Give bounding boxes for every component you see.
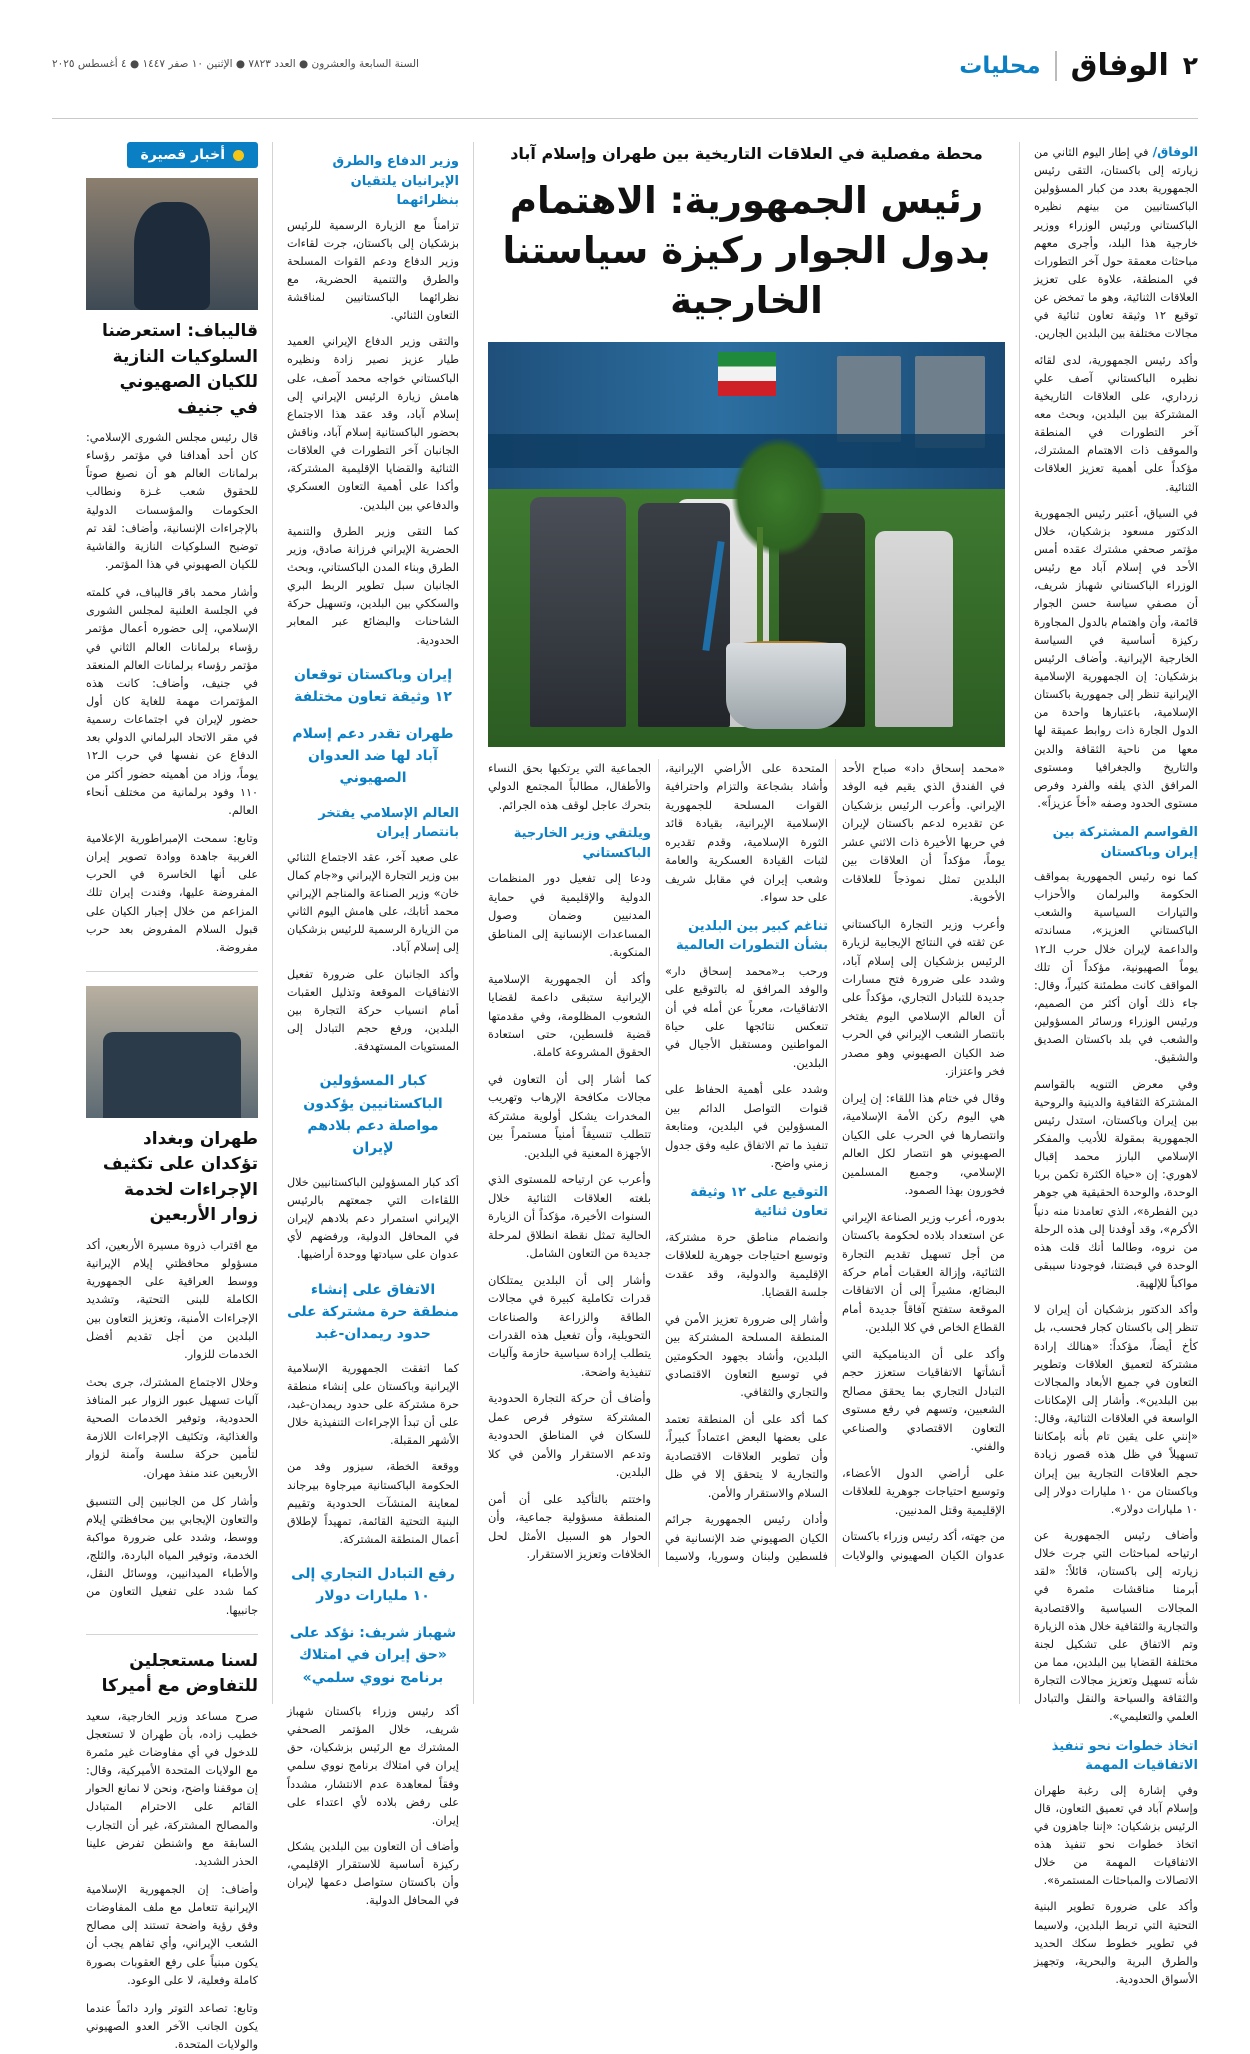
c2-p5: كما أشار إلى أن التعاون في مجالات مكافحة الإرهاب وتهريب المخدرات يشكل أولوية مشتركة تتطلب تنسيقاً أمنياً مستمراً بين الأجهزة المعنية في البلدين.: [488, 1071, 651, 1160]
article-overline: محطة مفصلية في العلاقات التاريخية بين طهران وإسلام آباد: [510, 144, 983, 163]
photo-sapling-trunk: [757, 527, 763, 647]
sidebar-divider-2: [86, 1634, 258, 1635]
article-crosshead-1: تناغم كبير بين البلدين بشأن التطورات العالمية: [676, 918, 828, 954]
sidebar-3-p3: وتابع: تصاعد التوتر وارد دائماً عندما يكون الجانب الآخر العدو الصهيوني والولايات المتحدة.: [86, 2001, 258, 2052]
photo-person-1: [875, 531, 953, 727]
photo-canvas: [488, 342, 1005, 747]
lead-s1-p4: وأضاف رئيس الجمهورية عن ارتياحه لمباحثات التي جرت خلال زيارته إلى باكستان، قائلاً: «لقد أبرمنا مناقشات مثمرة في المجالات السياسية والاقتصادية والتجارية والثقافية خلال هذه الزيارة وتم الاتفاق على تشكيل لجنة مختلفة القضايا بين البلدين، مما من شأنه تسهيل وتعزيز مجالات التجارة والثقافة والسياحة والنقل والتبادل العلمي والتعليمي».: [1034, 1528, 1198, 1724]
mid-4-p2: ووقعة الخطة، سيزور وفد من الحكومة الباكستانية ميرجاوة بيرجاند لمعاينة المنشآت الحدودية وتقييم البنية التحتية القائمة، تمهيداً لإطلاق أعمال المنطقة المشتركة.: [287, 1460, 459, 1546]
iran-flag-icon: [718, 352, 776, 396]
column-rule-2: [473, 142, 474, 1704]
sidebar-3-p1: صرح مساعد وزير الخارجية، سعيد خطيب زاده، بأن طهران لا تستعجل للدخول في أي مفاوضات غير مثمرة مع الولايات المتحدة الأميركية، وقال: إن موقفنا واضح، ونحن لا نمانع الحوار القائم على الاحترام المتبادل والمصالح المشتركة، غير أن التجارب السابقة مع واشنطن تفرض علينا الحذر الشديد.: [86, 1709, 258, 1868]
sidebar-1-p1: قال رئيس مجلس الشورى الإسلامي: كان أحد أهدافنا في مؤتمر رؤساء برلمانات العالم هو أن نصيغ صوتاً للحقوق شعب غـزة ونطالب الحكومات والمؤسسات الدولية بالإجراءات الإنسانية، وأضاف: لقد تم توضيح السلوكيات النازية والفاشية للكيان الصهيوني في هذا المؤتمر.: [86, 431, 258, 571]
c1-p2: وأعرب وزير التجارة الباكستاني عن ثقته في النتائج الإيجابية لزيارة الرئيس بزشكيان إلى إسلام آباد، وشدد على ضرورة فتح مسارات جديدة للتبادل التجاري، مؤكداً على أن العالم الإسلامي اليوم يفتخر بانتصار الشعب الإيراني في الحرب ضد الكيان الصهيوني وهو مصدر فخر واعتزاز.: [842, 916, 1005, 1079]
sidebar-tab-label: أخبار قصيرة: [140, 147, 225, 163]
page-content: [52, 142, 1198, 2052]
sidebar-title-1: قاليباف: استعرضنا السلوكيات النازية للكيان الصهيوني في جنيف: [101, 321, 258, 418]
mid-1-p1: تزامناً مع الزيارة الرسمية للرئيس بزشكيان إلى باكستان، جرت لقاءات وزير الدفاع ودعم القوات المسلحة والطرق والتنمية الحضرية، مع نظرائهما الباكستانيين لمناقشة التعاون الثنائي.: [287, 218, 459, 323]
publication-logo: الوفاق: [1070, 48, 1169, 83]
agency-label: الوفاق/: [1152, 144, 1198, 159]
sidebar-2-p3: وأشار كل من الجانبين إلى التنسيق والتعاون الإيجابي بين محافظتي إيلام ووسط، وشدد على ضرورة مواكبة الخدمة، وتوفير المياه الباردة، والثلج، والأطباء الميدانيين، ووسائل النقل، كما شدد على تفعيل التعاون من جانبيها.: [86, 1494, 258, 1617]
lead-s1-p3: وأكد الدكتور بزشكيان أن إيران لا تنظر إلى باكستان كجار فحسب، بل كأخ أيضاً، مؤكداً: «هنالك إرادة مشتركة لتعميق العلاقات وتطوير التعاون في جميع الأبعاد والمجالات بين البلدين». وأشار إلى الإمكانات الواسعة في العلاقات الثنائية، وقال: «إنني على يقين تام بأنه بإمكاننا تسهيلاً في ظل هذه قصور زيادة حجم العلاقات التجارية بين إيران وباكستان من ١٠ مليارات دولار إلى ١٠ مليارات دولار».: [1034, 1303, 1198, 1516]
c2-p7: واختتم بالتأكيد على أن أمن المنطقة مسؤولية جماعية، وأن الحوار هو السبيل الأمثل لحل الخلافات وتعزيز الاستقرار.: [488, 1491, 651, 1562]
c2-p6: وأعرب عن ارتياحه للمستوى الذي بلغته العلاقات الثنائية خلال السنوات الأخيرة، مؤكداً أن الزيارة الحالية تمثل نقطة انطلاق لمرحلة جديدة من التعاون الشامل.: [488, 1172, 651, 1261]
column-rule-3: [272, 142, 273, 1704]
photo-person-5: [530, 497, 626, 727]
c3-p6: وأكد أن الجمهورية الإسلامية الإيرانية ستبقى داعمة لقضايا الشعوب المظلومة، وفي مقدمتها قضية فلسطين، حتى استعادة الحقوق المشروعة كاملة.: [488, 971, 651, 1060]
bullet-icon: [233, 150, 244, 161]
issue-info: السنة السابعة والعشرون ● العدد ٧٨٢٣ ● الإثنين ١٠ صفر ١٤٤٧ ● ٤ أغسطس ٢٠٢٥: [52, 58, 419, 70]
c2-p2: من جهته، أكد رئيس وزراء باكستان عدوان الكيان الصهيوني والولايات المتحدة على الأراضي الإيرانية، وأشاد بشجاعة والتزام واحترافية القوات المسلحة للجمهورية الإسلامية الإيرانية، بقيادة قائد الثورة الإسلامية، وقدم تقديره لثبات القيادة العسكرية والعامة وشعب إيران في مقابل شريف على حد سواء.: [665, 760, 1005, 1562]
mid-5-p1: أكد رئيس وزراء باكستان شهباز شريف، خلال المؤتمر الصحفي المشترك مع الرئيس بزشكيان، حق إيران في امتلاك برنامج نووي سلمي وفقاً لمعاهدة عدم الانتشار، مشدداً على رفض بلاده لأي اعتداء على إيران.: [287, 1705, 459, 1827]
column-rule-1: [1019, 142, 1020, 1704]
sidebar: [86, 142, 272, 2052]
sidebar-title-2: طهران وبغداد تؤكدان على تكثيف الإجراءات لخدمة زوار الأربعين: [102, 1128, 258, 1226]
sidebar-item-1[interactable]: [86, 178, 258, 957]
page-number: ٢: [1182, 51, 1198, 80]
portrait-image-mid: [837, 356, 901, 442]
mid-3-p1: أكد كبار المسؤولين الباكستانيين خلال اللقاءات التي جمعتهم بالرئيس الإيراني استمرار دعم بلادهم لإيران في المحافل الدولية، ورفضهم لأي عدوان على سيادتها ووحدة أراضيها.: [287, 1175, 459, 1262]
lead-text-2: وأكد رئيس الجمهورية، لدى لقائه نظيره الباكستاني آصف علي زرداري، على العلاقات التاريخية المشتركة بين البلدين، وبحث معه آخر التطورات في المنطقة والموقف ذات الاهتمام المشترك، مؤكداً على أهمية تعزيز العلاقات الثنائية.: [1034, 353, 1198, 494]
pullquote-1: إيران وباكستان توقعان ١٢ وثيقة تعاون مختلفة: [293, 666, 453, 706]
masthead-divider: [1055, 51, 1057, 81]
section-title: محليات: [959, 52, 1041, 79]
pullquote-4: الاتفاق على إنشاء منطقة حرة مشتركة على حدود ريمدان-غبد: [287, 1281, 459, 1343]
sidebar-photo-2: [86, 986, 258, 1118]
masthead: [0, 0, 1250, 118]
c3-p3: كما أكد على أن المنطقة تعتمد على بعضها البعض اعتماداً كبيراً، وأن تطوير العلاقات الاقتصادية والتجارية لا يتحقق إلا في ظل السلام والاستقرار والأمن.: [665, 1411, 828, 1500]
mid-2-p1: على صعيد آخر، عقد الاجتماع الثنائي بين وزير التجارة الإيراني و«جام كمال خان» وزير الصناعة والمناجم الإيراني محمد أتابك، على هامش اليوم الثاني من الزيارة الرسمية للرئيس بزشكيان إلى إسلام آباد.: [287, 850, 459, 955]
sidebar-2-p2: وخلال الاجتماع المشترك، جرى بحث آليات تسهيل عبور الزوار عبر المنافذ الحدودية، وتوفير الخدمات الصحية والغذائية، وتكثيف الإجراءات اللازمة لتأمين حركة سلسة وآمنة لزوار الأربعين عند منفذ مهران.: [86, 1375, 258, 1480]
sidebar-3-p2: وأضاف: إن الجمهورية الإسلامية الإيرانية تتعامل مع ملف المفاوضات وفق رؤية واضحة تستند إلى مصالح الشعب الإيراني، وأي تفاهم يجب أن يكون مبنياً على رفع العقوبات بصورة كاملة وفعلية، لا على الوعود.: [86, 1883, 258, 1987]
mid-block-1: [287, 152, 459, 650]
c1-p6: وأشار إلى أن البلدين يمتلكان قدرات تكاملية كبيرة في مجالات الطاقة والزراعة والصناعات التحويلية، وأن تفعيل هذه القدرات يتطلب إرادة سياسية حازمة وآليات تنفيذية واضحة.: [488, 1272, 651, 1379]
c2-p3: ورحب بـ«محمد إسحاق دار» والوفد المرافق له بالتوقيع على الاتفاقيات، معرباً عن أمله في أن تنعكس نتائجها على حياة المواطنين ومستقبل الأجيال في البلدين.: [665, 963, 828, 1070]
main-article: [474, 142, 1019, 1704]
mid-1-p2: والتقى وزير الدفاع الإيراني العميد طيار عزيز نصير زادة ونظيره الباكستاني خواجه محمد آصف، على هامش زيارة الرئيس الإيراني إلى إسلام آباد، وقد عقد هذا الاجتماع بحضور الباكستانية إسلام آباد، وناقش الجانبان آخر التطورات في العلاقات الثنائية والقضايا الإقليمية المشتركة، وأكدا على أهمية التعاون العسكري والدفاعي بين البلدين.: [287, 335, 459, 512]
mid-1-p3: كما التقى وزير الطرق والتنمية الحضرية الإيراني فرزانة صادق، وزير الطرق وبناء المدن الباكستاني، وبحث الجانبان سبل تطوير الربط البري والسككي بين البلدين، وتسهيل حركة الشاحنات والبضائع عبر المعابر الحدودية.: [287, 524, 459, 647]
c3-p2: وأشار إلى ضرورة تعزيز الأمن في المنطقة المسلحة المشتركة بين البلدين، وأشاد بجهود الحكومتين في توسيع التعاون الاقتصادي والتجاري والثقافي.: [665, 1311, 828, 1400]
pullquote-3: كبار المسؤولين الباكستانيين يؤكدون مواصلة دعم بلادهم لإيران: [303, 1073, 443, 1157]
sidebar-divider-1: [86, 971, 258, 972]
lead-paragraph: [1034, 142, 1198, 344]
photo-planter-bucket: [726, 643, 846, 729]
lead-text-1: في إطار اليوم الثاني من زيارته إلى باكستان، التقى رئيس الجمهورية بعدد من كبار المسؤولين الباكستانيين من بينهم نظيره الباكستاني ورئيس الوزراء ووزير خارجية هذا البلد، وأجرى معهم مباحثات معمقة حول آخر التطورات في المنطقة، علاوة على تعزيز العلاقات الثنائية، وهو ما تمخض عن توقيع ١٢ وثيقة تعاون ثنائية في مجالات مختلفة بين البلدين الجارين.: [1034, 146, 1198, 341]
lead-subhead-2: اتخاذ خطوات نحو تنفيذ الاتفاقيات المهمة: [1051, 1738, 1198, 1774]
mid-block-2: [287, 804, 459, 1057]
sidebar-item-3[interactable]: [86, 1649, 258, 2054]
c1-p3: وقال في ختام هذا اللقاء: إن إيران هي اليوم ركن الأمة الإسلامية، وانتصارها في الحرب على الكيان الصهيوني هو انتصار لكل العالم الإسلامي، وجميع المسلمين فخورون بهذا الصمود.: [842, 1090, 1005, 1198]
pullquote-5: رفع التبادل التجاري إلى ١٠ مليارات دولار: [291, 1566, 455, 1605]
lead-text-3: في السياق، أعتبر رئيس الجمهورية الدكتور مسعود بزشكيان، خلال مؤتمر صحفي مشترك عقده أمس الأحد في إسلام آباد مع رئيس الوزراء الباكستاني شهباز شريف، أن مصفي سياسة حسن الجوار قائمة، وأن واهتمام بالدول المجاورة ركيزة أساسية في السياسة الخارجية الإيرانية. وأضاف الرئيس بزشكيان: إن الجمهورية الإسلامية الإيرانية تنظر إلى جمهورية باكستان الإسلامية، باعتبارها واحدة من الدول الجارة ذات روابط عميقة لها معها من ناحية الثقافة والدين والتاريخ والجغرافيا ومستوى المرافق الذي يلفه والفرد وفرص مستوى الحدود وصفه «أخاً عزيزاً».: [1034, 506, 1198, 810]
mid-2-p2: وأكد الجانبان على ضرورة تفعيل الاتفاقيات الموقعة وتذليل العقبات أمام انسياب حركة التجارة بين البلدين، ورفع حجم التبادل إلى المستويات المستهدفة.: [287, 967, 459, 1054]
mid-5-p2: وأضاف أن التعاون بين البلدين يشكل ركيزة أساسية للاستقرار الإقليمي، وأن باكستان ستواصل دعمها لإيران في المحافل الدولية.: [287, 1840, 459, 1908]
masthead-brand: [959, 48, 1198, 83]
lead-column: [1020, 142, 1198, 1986]
c3-p4: وأدان رئيس الجمهورية جرائم الكيان الصهيوني ضد الإنسانية في فلسطين ولبنان وسوريا، ولاسيما الجماعية التي يرتكبها بحق النساء والأطفال، مطالباً المجتمع الدولي بتحرك عاجل لوقف هذه الجرائم.: [488, 760, 828, 1564]
c2-p1: على أراضي الدول الأعضاء، وتوسيع احتياجات جوهرية للعلاقات الإقليمية وقتل المدنيين.: [842, 1465, 1005, 1517]
article-crosshead-2: التوقيع على ١٢ وثيقة تعاون ثنائية: [690, 1184, 828, 1220]
mid-4-p1: كما اتفقت الجمهورية الإسلامية الإيرانية وباكستان على إنشاء منطقة حرة مشتركة على حدود ريمدان-غبد، على أن تبدأ الإجراءات التنفيذية خلال الأشهر المقبلة.: [287, 1361, 459, 1448]
lead-s1-p1: كما نوه رئيس الجمهورية بمواقف الحكومة والبرلمان والأحزاب والتيارات السياسية والشعب الباكستاني العزيز»، مساندته والداعمة لإيران خلال حرب الـ١٢ يوماً الصهيونية، مؤكداً أن تلك المواقف كانت مطمئنة كثيراً، وقال: جاء ذلك أوان أكثر من الصميم، ورئيس الوزراء ورسائر المسؤولين والشعب في بلد باكستان الصديق والشقيق.: [1034, 870, 1198, 1065]
article-crosshead-3: ويلتقي وزير الخارجية الباكستاني: [513, 826, 651, 861]
sidebar-title-3: لسنا مستعجلين للتفاوض مع أميركا: [101, 1650, 258, 1697]
photo-person-4: [638, 503, 730, 727]
sidebar-1-p2: وأشار محمد باقر قاليباف، في كلمته في الجلسة العلنية لمجلس الشورى الإسلامي، إلى حضوره أعمال مؤتمر رؤساء برلمانات العالم الثاني في مؤتمر رؤساء برلمانات العالم المنعقد في جنيف، وأضاف: كانت هذه المؤتمرات مهمة للغاية كان أول حضور لإيران في اجتماعات رسمية في مقر الاتحاد البرلماني الدولي بعد الدفاع عن نفسها في حرب الـ١٢ يوماً، وزاد من أهميته حضور أكثر من ١١٠ وفود برلمانية من مختلف أنحاء العالم.: [86, 586, 258, 817]
mid-head-5: شهباز شريف: نؤكد على «حق إيران في امتلاك برنامج نووي سلمي»: [289, 1624, 457, 1686]
article-headline: رئيس الجمهورية: الاهتمام بدول الجوار ركيزة سياستنا الخارجية: [502, 179, 991, 322]
c1-p4: بدوره، أعرب وزير الصناعة الإيراني عن استعداد بلاده لحكومة باكستان من أجل تسهيل تقديم التجارة الثنائية، وإزالة العقبات أمام حركة البضائع، مشيراً إلى أن الاتفاقات الموقعة ستفتح آفاقاً جديدة أمام القطاع الخاص في كلا البلدين.: [842, 1209, 1005, 1335]
sidebar-1-p3: وتابع: سمحت الإمبراطورية الإعلامية الغربية جاهدة ووادة تصوير إيران على أنها الخاسرة في الحرب المفروضة عليها، وفندت إيران تلك المزاعم من خلال إجبار الكيان على قبول السلام المفروض بعد حرب مفروضة.: [86, 831, 258, 954]
lead-s2-p2: وأكد على ضرورة تطوير البنية التحتية التي تربط البلدين، ولاسيما في تطوير خطوط سكك الحديد والطرق البرية والبحرية، وتجهيز الأسواق الحدودية.: [1034, 1900, 1198, 1986]
c2-p4: وشدد على أهمية الحفاظ على قنوات التواصل الدائم بين المسؤولين في البلدين، ومتابعة تنفيذ ما تم الاتفاق عليه وفق جدول زمني واضح.: [665, 1082, 828, 1171]
article-body-columns: [488, 759, 1005, 1567]
sidebar-2-p1: مع اقتراب ذروة مسيرة الأربعين، أكد مسؤولو محافظتي إيلام الإيرانية ووسط العراقية على الجمهورية الكاملة للبنى التحتية، وتشديد الإجراءات الأمنية، وتعزيز التعاون بين البلدين من أجل تقديم أفضل الخدمات للزوار.: [86, 1238, 258, 1361]
masthead-rule: [52, 118, 1198, 119]
sidebar-tab-short-news[interactable]: [127, 142, 258, 168]
photo-sapling-leaves: [731, 437, 827, 557]
pullquote-2: طهران تقدر دعم إسلام آباد لها ضد العدوان الصهيوني: [292, 725, 454, 787]
c1-p1: «محمد إسحاق داد» صباح الأحد في الفندق الذي يقيم فيه الوفد الإيراني. وأعرب الرئيس بزشكيان عن تقديره لدعم باكستان لإيران في حربها الأخيرة ذات الاثني عشر يوماً، مؤكداً أن العلاقات بين البلدين تمثل نموذجاً للعلاقات الأخوية.: [842, 760, 1005, 905]
c1-p5: وأكد على أن الديناميكية التي أنشأتها الاتفاقيات ستعزز حجم التبادل التجاري بما يحقق مصالح الشعبين، وتسهم في رفع مستوى التعاون الاقتصادي والصناعي والفني.: [842, 1346, 1005, 1454]
mid-head-2: العالم الإسلامي يفتخر بانتصار إيران: [318, 805, 459, 841]
c3-p5: ودعا إلى تفعيل دور المنظمات الدولية والإقليمية في حماية المدنيين وضمان وصول المساعدات الإنسانية إلى المناطق المنكوبة.: [488, 871, 651, 960]
lead-subhead-1: القواسم المشتركة بين إيران وباكستان: [1052, 825, 1198, 860]
sidebar-photo-1: [86, 178, 258, 310]
c3-p1: وانضمام مناطق حرة مشتركة، وتوسيع احتياجات جوهرية للعلاقات الإقليمية والدولية، وقد عقدت جلسة القضايا.: [665, 1229, 828, 1300]
lead-s2-p1: وفي إشارة إلى رغبة طهران وإسلام آباد في تعميق التعاون، قال الرئيس بزشكيان: «إننا جاهزون في اتخاذ خطوات نحو تنفيذ هذه الاتفاقيات المهمة من خلال الاتصالات والمباحثات المستمرة».: [1034, 1783, 1198, 1888]
c1-p7: وأضاف أن حركة التجارة الحدودية المشتركة ستوفر فرص عمل للسكان في المناطق الحدودية وتدعم الاستقرار والأمن في كلا البلدين.: [488, 1391, 651, 1480]
mid-head-1: وزير الدفاع والطرق الإيرانيان يلتقيان بنظرائهما: [332, 154, 459, 208]
lead-s1-p2: وفي معرض التنويه بالقواسم المشتركة الثقافية والدينية والروحية بين إيران وباكستان، استدل رئيس الجمهورية بمقولة للأديب والمفكر الإسلامي البارز محمد إقبال لاهوري: إن «حياة الكثرة تكمن بربا الوحدة، والوحدة الحقيقية هي جوهر دين الفطرة»، الذي تعامدنا منه دنياً الأكرم»، وقد أوفدنا إلى هذه الرحلة من نروه، وطالما أنك قلت هذه الوحدة في قبضتنا، فوجودنا سيبقى مواكباً للإلهية.: [1034, 1077, 1198, 1291]
secondary-column: [273, 142, 473, 1908]
article-photo: [488, 342, 1005, 747]
sidebar-item-2[interactable]: [86, 986, 258, 1620]
